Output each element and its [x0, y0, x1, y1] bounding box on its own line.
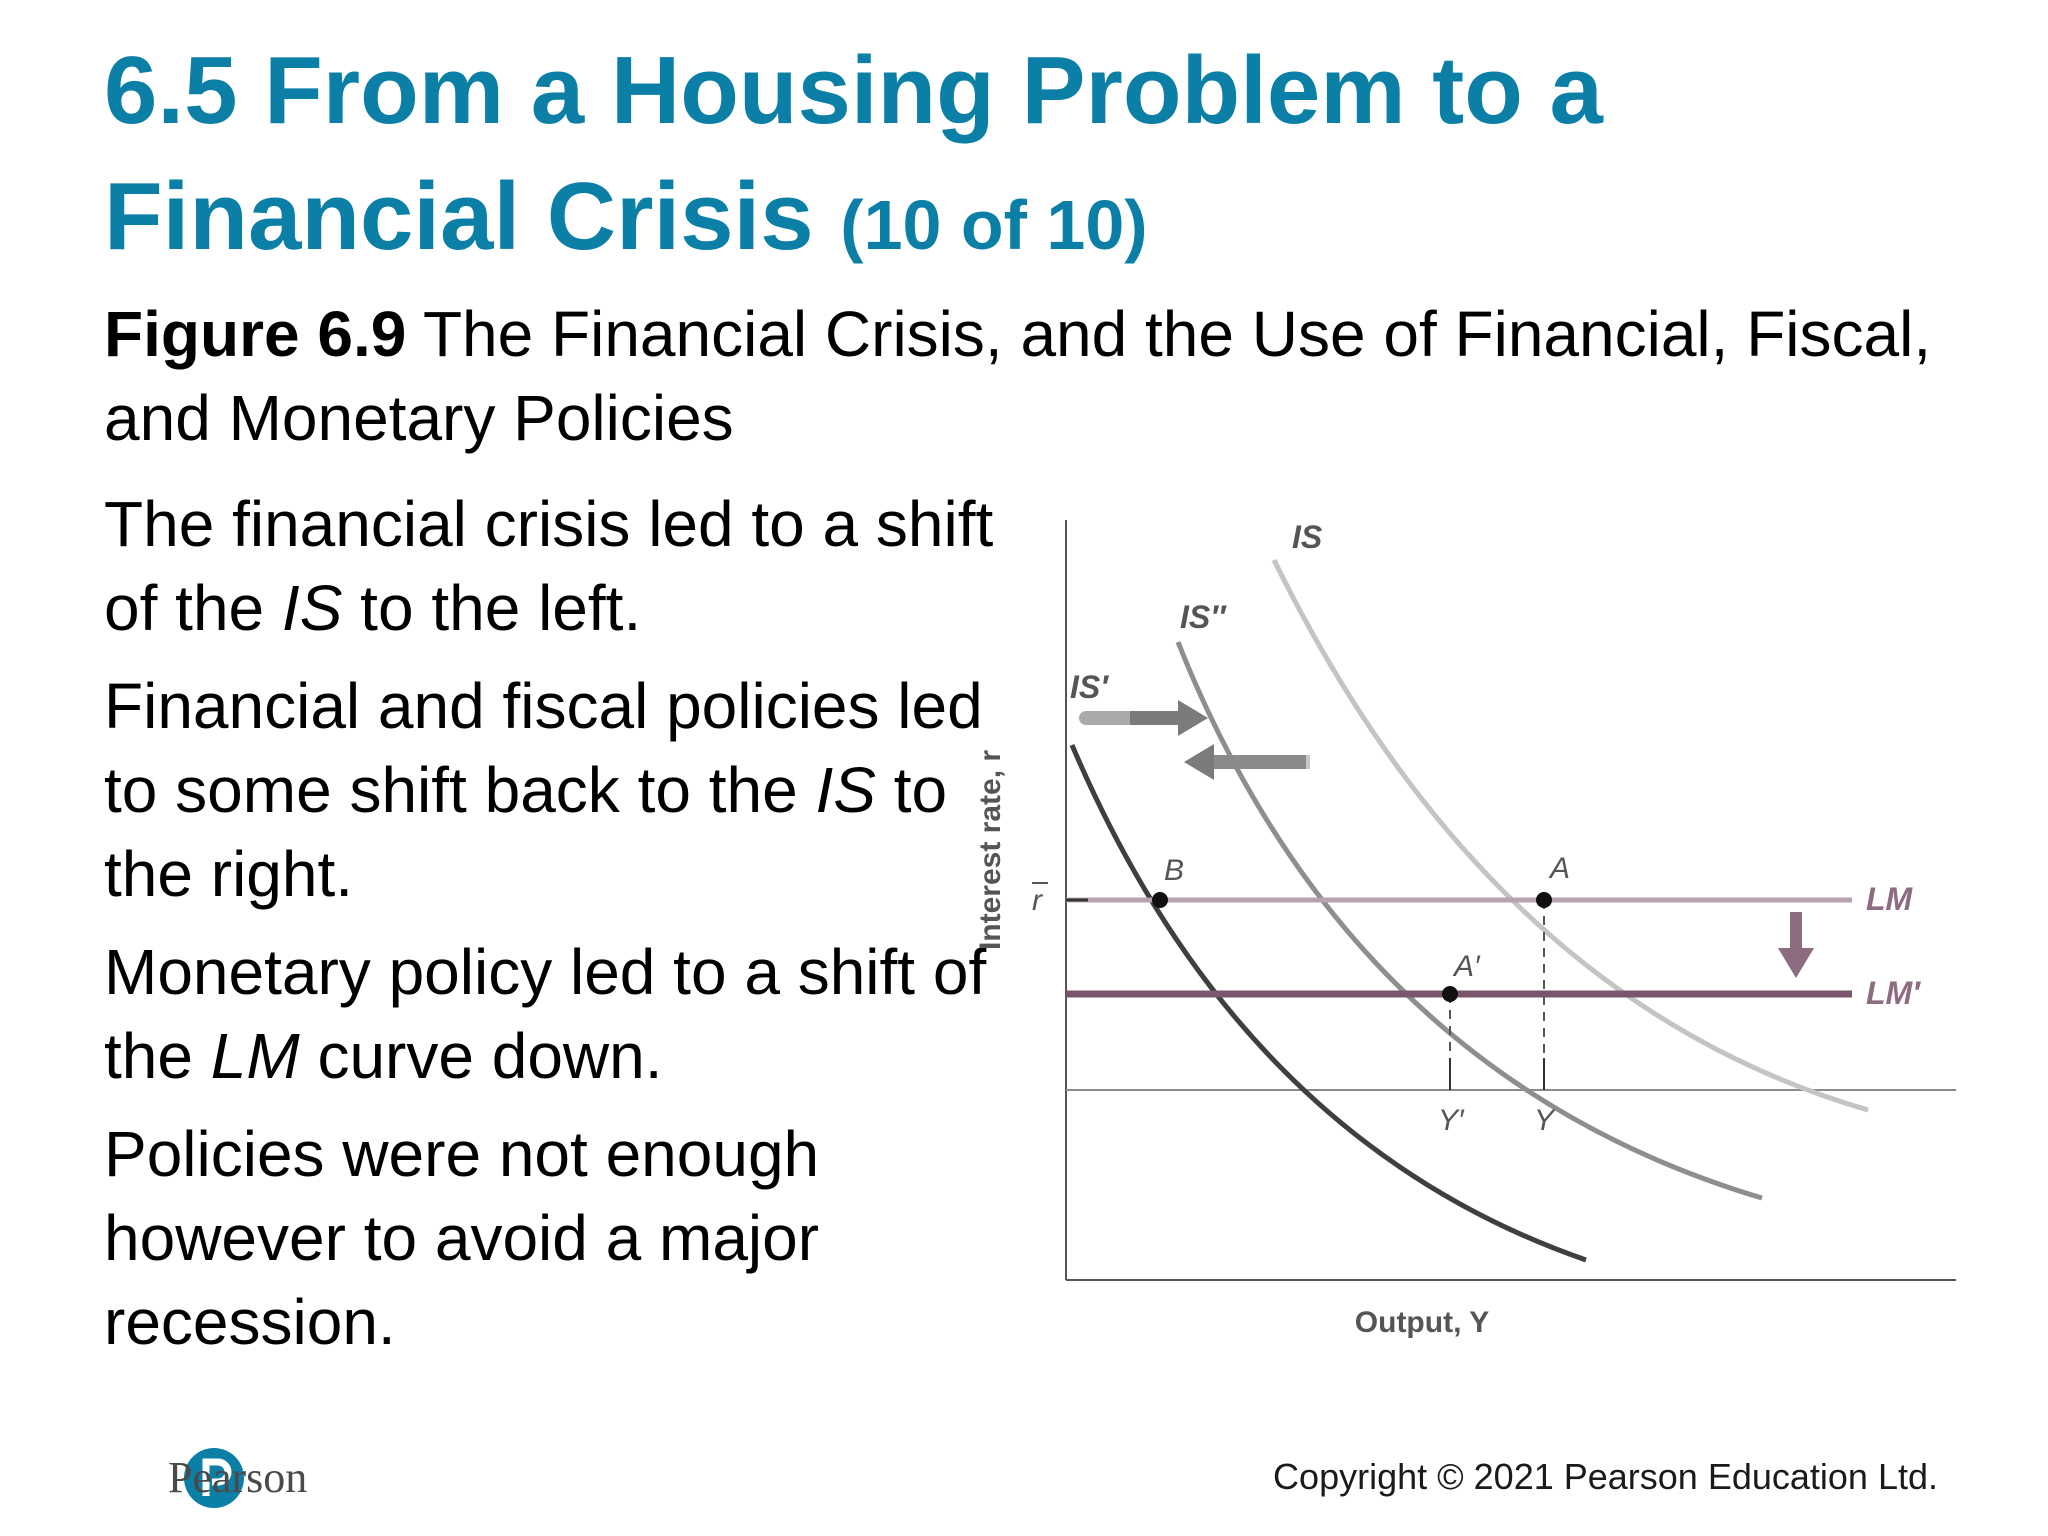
label-point-b: B	[1164, 854, 1185, 887]
bullet-3-text: Monetary policy led to a shift of the	[104, 936, 987, 1092]
bullet-3	[104, 930, 1004, 1098]
bullet-1-text: The financial crisis led to a shift of the	[104, 488, 994, 644]
arrow-right-icon	[1086, 700, 1208, 736]
bullet-3-tail: curve down.	[299, 1020, 663, 1092]
figure-title: The Financial Crisis, and the Use of Financial, Fiscal, and Monetary Policies	[104, 298, 1932, 454]
label-is-double-prime: IS″	[1180, 599, 1226, 635]
label-y-prime: Y′	[1438, 1104, 1464, 1137]
bullet-2-text: Financial and fiscal policies led to some shift back to the	[104, 670, 983, 826]
point-b	[1152, 892, 1168, 908]
label-is-prime: IS′	[1070, 669, 1108, 705]
label-is: IS	[1292, 519, 1323, 555]
bullet-1	[104, 482, 1004, 650]
bullet-4-text: Policies were not enough however to avoid a major recession.	[104, 1118, 820, 1358]
label-lm-prime: LM′	[1866, 975, 1920, 1011]
bullet-3-italic: LM	[210, 1020, 300, 1092]
bullet-2-tail: to the right.	[104, 754, 948, 910]
is-lm-diagram	[970, 500, 1970, 1360]
x-axis-label: Output, Y	[1354, 1306, 1490, 1339]
bullet-1-italic: IS	[281, 572, 343, 644]
copyright-notice: Copyright © 2021 Pearson Education Ltd.	[1273, 1456, 1938, 1497]
slide-title	[104, 28, 1964, 288]
arrow-left-icon	[1184, 744, 1310, 780]
figure-caption	[104, 292, 1964, 460]
y-axis-label: Interest rate, r	[974, 749, 1007, 951]
figure-label: Figure 6.9	[104, 298, 407, 370]
is-double-prime-curve	[1178, 642, 1762, 1198]
is-curve	[1274, 560, 1868, 1110]
label-point-a-prime: A′	[1454, 950, 1480, 983]
bullet-4	[104, 1112, 1004, 1364]
bullet-list	[104, 482, 1004, 1378]
arrow-down-icon	[1778, 912, 1814, 978]
label-lm: LM	[1866, 881, 1913, 917]
label-point-a: A	[1550, 852, 1571, 885]
label-y: Y	[1534, 1104, 1555, 1137]
title-sub: (10 of 10)	[840, 186, 1148, 264]
is-prime-curve	[1072, 745, 1586, 1260]
pearson-logo-text: Pearson	[168, 1453, 308, 1502]
bullet-2-italic: IS	[815, 754, 876, 826]
label-r-bar: r	[1032, 884, 1042, 917]
bullet-1-tail: to the left.	[342, 572, 642, 644]
title-main: 6.5 From a Housing Problem to a Financial Crisis	[104, 37, 1603, 270]
point-a-prime	[1442, 986, 1458, 1002]
point-a	[1536, 892, 1552, 908]
bullet-2	[104, 664, 1004, 916]
